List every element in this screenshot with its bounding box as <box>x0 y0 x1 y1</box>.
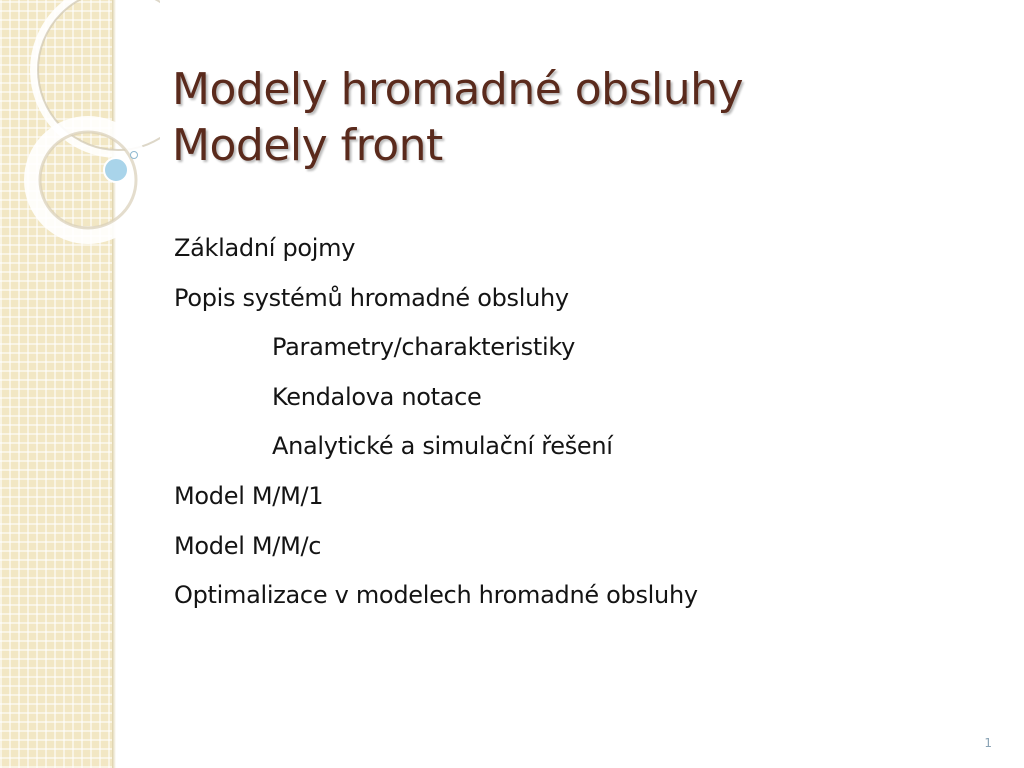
list-item: Popis systémů hromadné obsluhy <box>174 283 569 312</box>
decorative-circles <box>0 0 160 260</box>
list-item-indented: Parametry/charakteristiky <box>272 333 576 362</box>
list-item: Základní pojmy <box>174 234 356 262</box>
title-line-1: Modely hromadné obsluhy <box>172 64 744 115</box>
small-ring-outline <box>32 124 144 236</box>
title-line-2: Modely front <box>172 120 443 171</box>
blue-dot <box>104 158 128 182</box>
slide-title <box>172 62 972 174</box>
list-item: Model M/M/c <box>174 531 322 560</box>
page-number: 1 <box>984 736 992 750</box>
list-item-indented: Kendalova notace <box>272 382 482 411</box>
list-item: Optimalizace v modelech hromadné obsluhy <box>174 581 698 610</box>
list-item-indented: Analytické a simulační řešení <box>272 432 613 461</box>
list-item: Model M/M/1 <box>174 481 324 510</box>
content-list <box>174 236 994 633</box>
small-dot <box>131 152 138 159</box>
